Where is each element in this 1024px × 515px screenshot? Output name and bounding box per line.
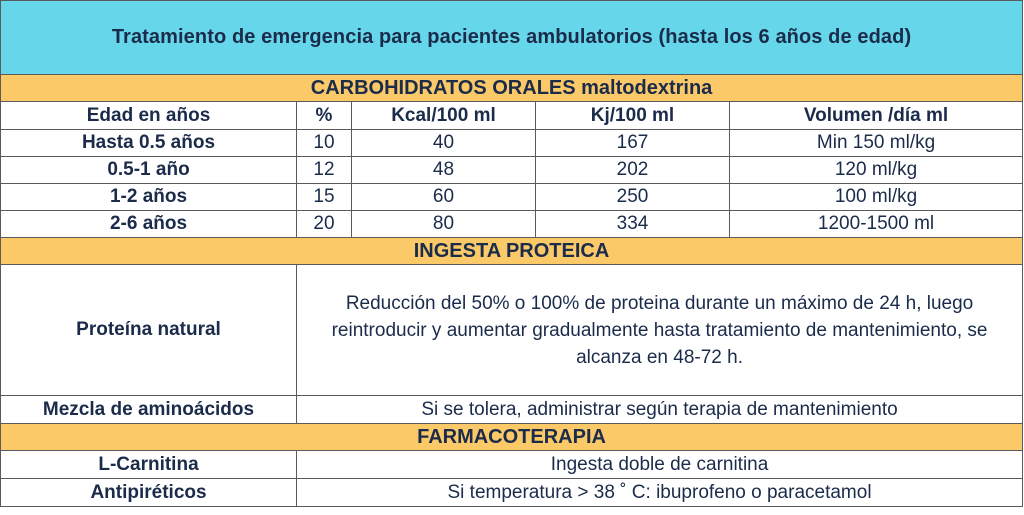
row-volumen: 120 ml/kg — [730, 157, 1023, 184]
row-kcal: 40 — [352, 130, 536, 157]
row-kj: 167 — [536, 130, 730, 157]
header-kcal: Kcal/100 ml — [352, 102, 536, 130]
proteina-natural-row — [1, 265, 1023, 396]
row-kcal: 48 — [352, 157, 536, 184]
carnitina-label: L-Carnitina — [1, 451, 297, 479]
row-kj: 202 — [536, 157, 730, 184]
row-volumen: 100 ml/kg — [730, 184, 1023, 211]
proteina-natural-text: Reducción del 50% o 100% de proteina durante un máximo de 24 h, luego reintroducir y aumentar gradualmente hasta tratamiento de mantenimiento, se alcanza en 48-72 h. — [297, 265, 1023, 396]
antipireticos-row — [1, 479, 1023, 507]
table-row — [1, 211, 1023, 238]
header-percent: % — [297, 102, 352, 130]
mezcla-row — [1, 396, 1023, 424]
row-percent: 20 — [297, 211, 352, 238]
table-title: Tratamiento de emergencia para pacientes ambulatorios (hasta los 6 años de edad) — [1, 1, 1023, 75]
column-headers — [1, 102, 1023, 130]
table-row — [1, 130, 1023, 157]
row-volumen: 1200-1500 ml — [730, 211, 1023, 238]
section-ingesta-proteica: INGESTA PROTEICA — [1, 238, 1023, 265]
row-age: Hasta 0.5 años — [1, 130, 297, 157]
row-kj: 334 — [536, 211, 730, 238]
row-percent: 15 — [297, 184, 352, 211]
row-age: 0.5-1 año — [1, 157, 297, 184]
carnitina-row — [1, 451, 1023, 479]
table-row — [1, 157, 1023, 184]
proteina-natural-label: Proteína natural — [1, 265, 297, 396]
row-age: 1-2 años — [1, 184, 297, 211]
table-row — [1, 184, 1023, 211]
carnitina-text: Ingesta doble de carnitina — [297, 451, 1023, 479]
header-edad: Edad en años — [1, 102, 297, 130]
row-age: 2-6 años — [1, 211, 297, 238]
antipireticos-text: Si temperatura > 38 ˚ C: ibuprofeno o paracetamol — [297, 479, 1023, 507]
row-kcal: 80 — [352, 211, 536, 238]
section-farmacoterapia: FARMACOTERAPIA — [1, 424, 1023, 451]
row-percent: 10 — [297, 130, 352, 157]
section-carbohidratos: CARBOHIDRATOS ORALES maltodextrina — [1, 75, 1023, 102]
row-percent: 12 — [297, 157, 352, 184]
mezcla-label: Mezcla de aminoácidos — [1, 396, 297, 424]
header-kj: Kj/100 ml — [536, 102, 730, 130]
antipireticos-label: Antipiréticos — [1, 479, 297, 507]
row-volumen: Min 150 ml/kg — [730, 130, 1023, 157]
row-kj: 250 — [536, 184, 730, 211]
mezcla-text: Si se tolera, administrar según terapia de mantenimiento — [297, 396, 1023, 424]
row-kcal: 60 — [352, 184, 536, 211]
header-volumen: Volumen /día ml — [730, 102, 1023, 130]
